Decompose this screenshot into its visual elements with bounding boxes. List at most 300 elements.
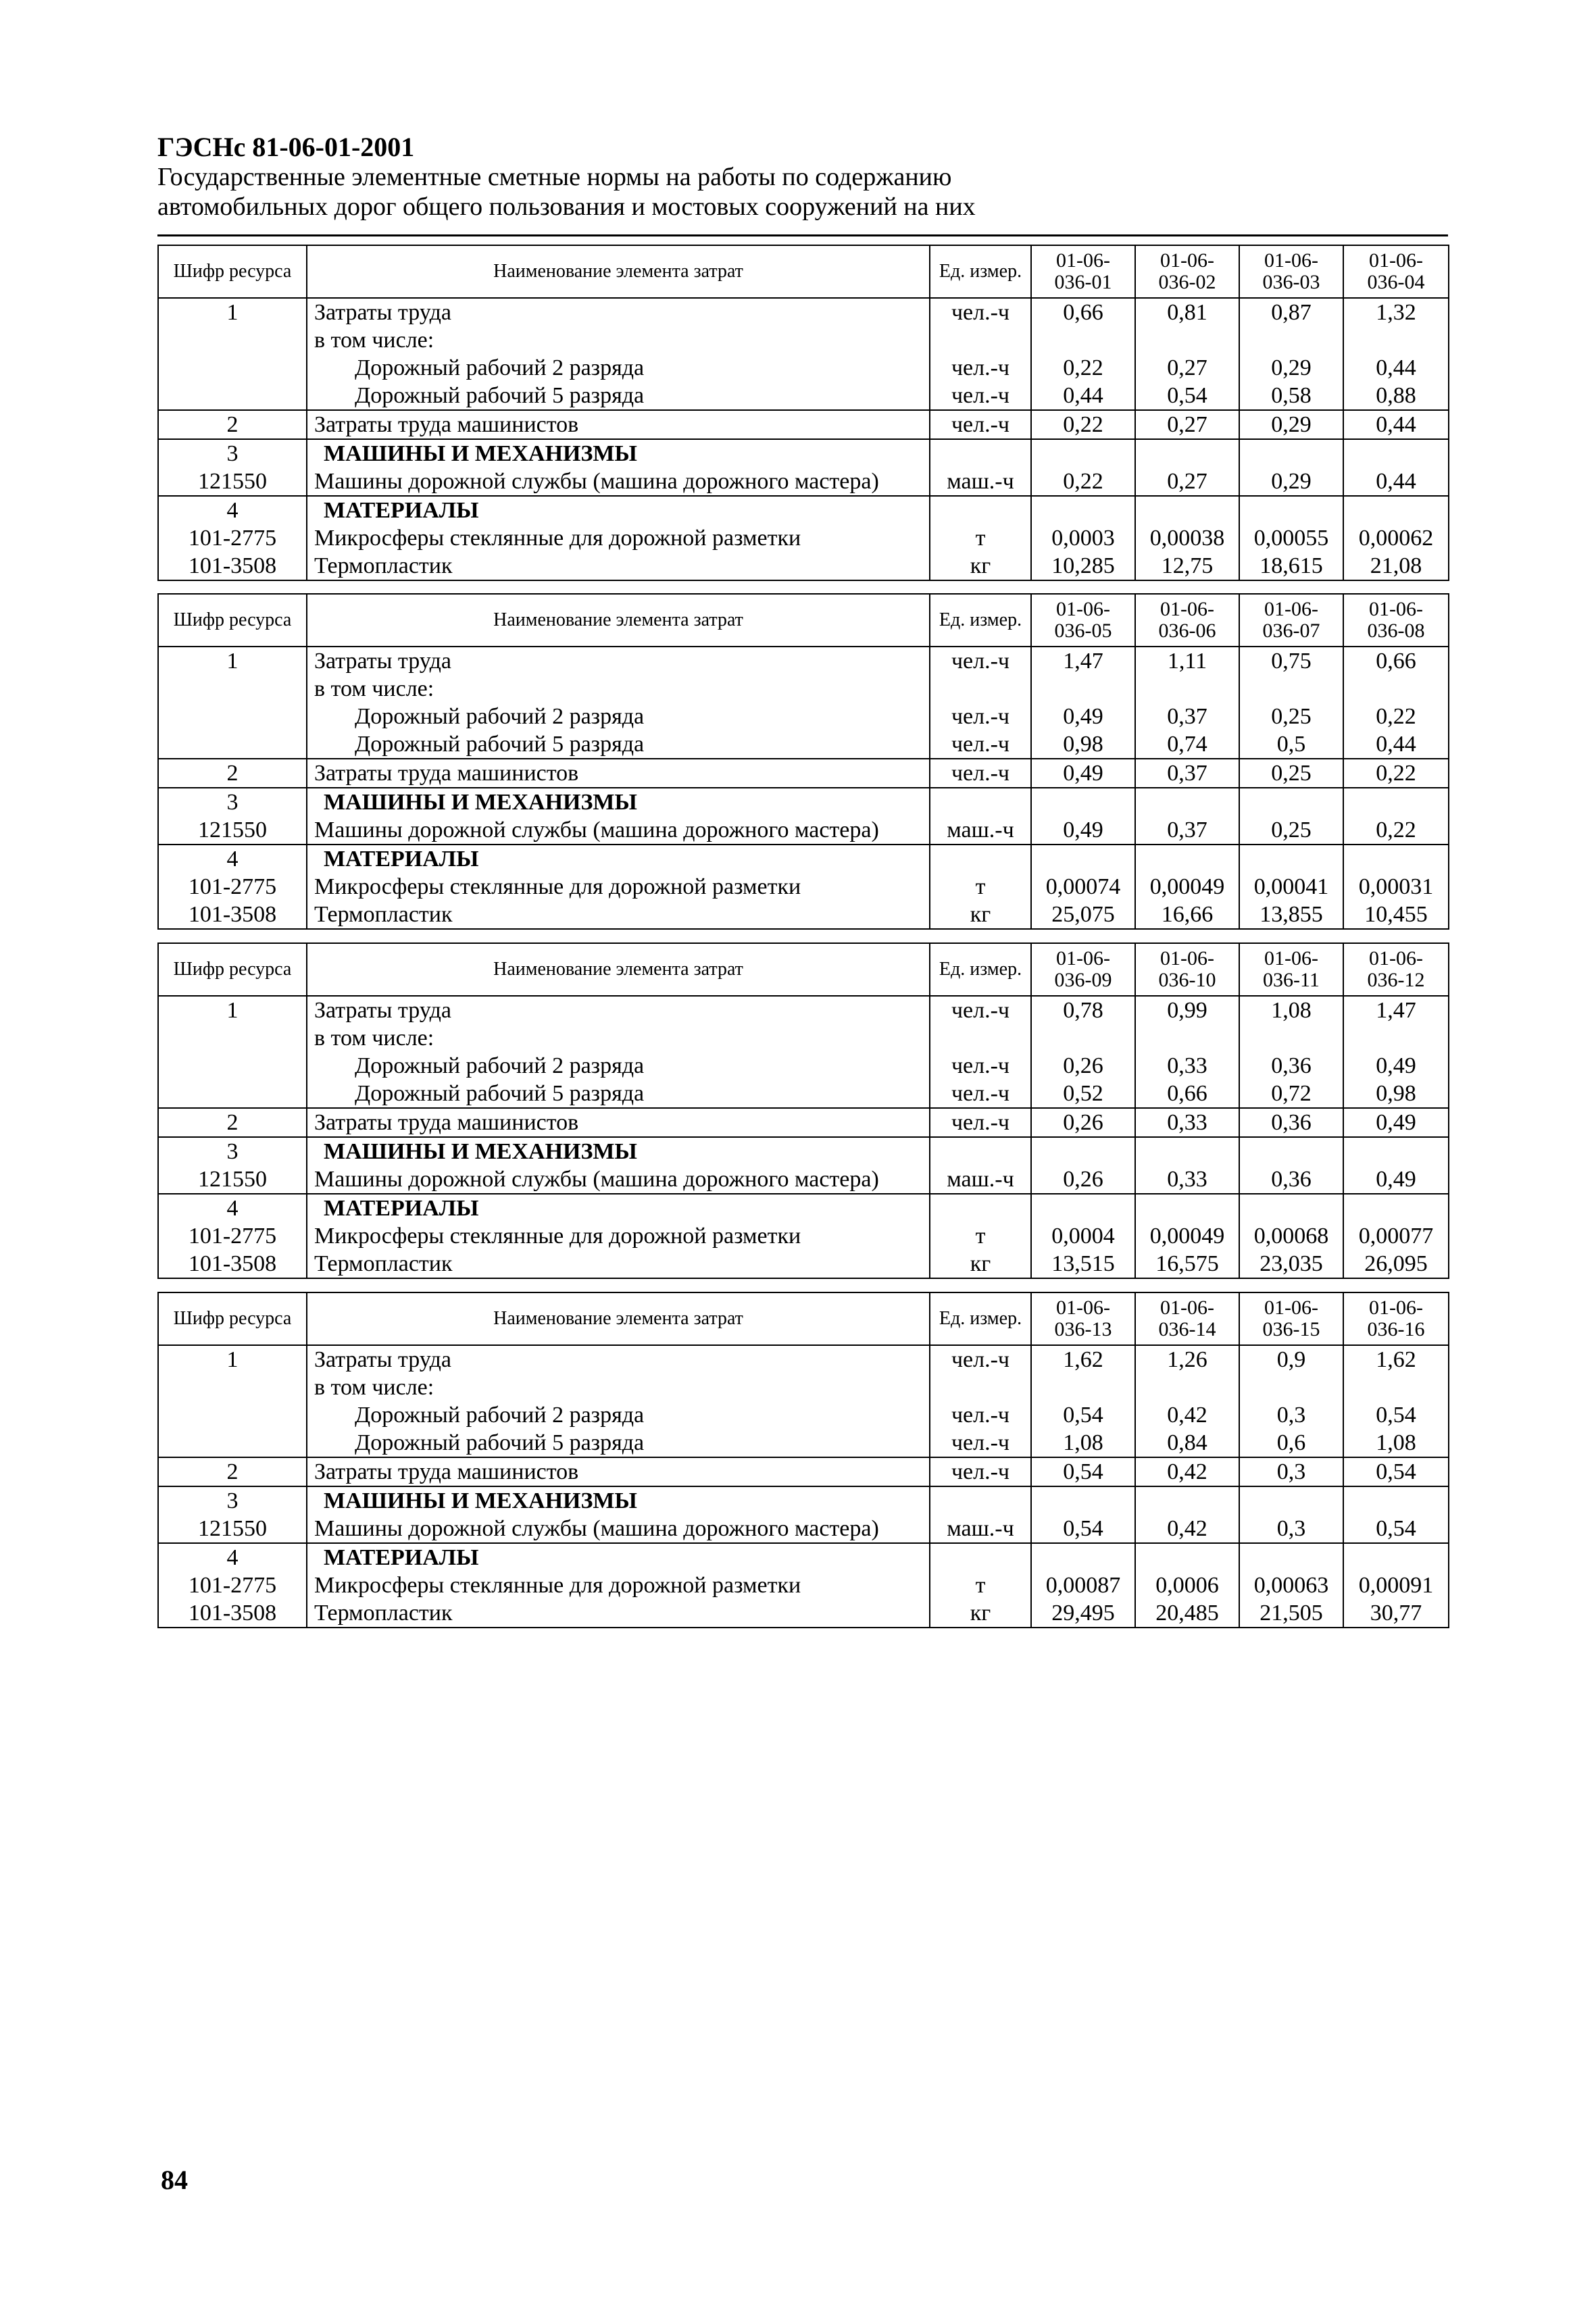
unit: маш.-ч	[930, 468, 1031, 496]
norm-code-part-2: 036-14	[1158, 1318, 1216, 1340]
value-cell: 0,84	[1135, 1429, 1239, 1457]
cost-element-name: Затраты труда	[307, 647, 930, 675]
unit	[930, 1194, 1031, 1222]
value-cell: 16,66	[1135, 901, 1239, 929]
norm-code-part-1: 01-06-	[1369, 947, 1423, 970]
worker-grade-2-row	[158, 354, 1449, 382]
value-cell: 0,00055	[1239, 524, 1343, 552]
cost-element-name: в том числе:	[307, 1024, 930, 1052]
value-cell	[1135, 1137, 1239, 1165]
norm-code-part-2: 036-13	[1054, 1318, 1112, 1340]
unit: чел.-ч	[930, 1108, 1031, 1137]
value-cell: 0,27	[1135, 354, 1239, 382]
header-name: Наименование элемента затрат	[307, 1292, 930, 1345]
value-cell	[1239, 1024, 1343, 1052]
cost-element-name: Микросферы стеклянные для дорожной разметки	[307, 873, 930, 901]
value-cell	[1135, 496, 1239, 524]
value-cell	[1135, 1194, 1239, 1222]
norm-code-3	[1239, 943, 1343, 996]
header-unit: Ед. измер.	[930, 594, 1031, 647]
value-cell: 1,47	[1343, 996, 1449, 1024]
value-cell: 0,5	[1239, 730, 1343, 759]
unit: чел.-ч	[930, 1401, 1031, 1429]
materials-section-row	[158, 496, 1449, 524]
resource-code	[158, 354, 307, 382]
value-cell: 0,72	[1239, 1080, 1343, 1108]
machines-section-row	[158, 788, 1449, 816]
value-cell: 0,26	[1031, 1052, 1135, 1080]
value-cell: 0,42	[1135, 1401, 1239, 1429]
value-cell	[1239, 326, 1343, 354]
value-cell: 0,52	[1031, 1080, 1135, 1108]
microspheres-row	[158, 524, 1449, 552]
value-cell: 0,54	[1343, 1457, 1449, 1486]
value-cell: 0,49	[1031, 703, 1135, 730]
cost-element-name: Затраты труда машинистов	[307, 1457, 930, 1486]
norm-code-part-1: 01-06-	[1160, 1297, 1214, 1319]
value-cell: 0,25	[1239, 759, 1343, 788]
value-cell: 0,99	[1135, 996, 1239, 1024]
value-cell: 0,00077	[1343, 1222, 1449, 1250]
thermoplastic-row	[158, 1599, 1449, 1628]
resource-code: 2	[158, 1457, 307, 1486]
norm-code-2	[1135, 1292, 1239, 1345]
value-cell: 0,26	[1031, 1108, 1135, 1137]
including-row	[158, 1024, 1449, 1052]
value-cell: 0,66	[1031, 298, 1135, 326]
value-cell: 23,035	[1239, 1250, 1343, 1278]
value-cell	[1239, 1194, 1343, 1222]
thermoplastic-row	[158, 1250, 1449, 1278]
machine-row	[158, 1515, 1449, 1543]
doc-title-line-2: автомобильных дорог общего пользования и мостовых сооружений на них	[157, 193, 976, 221]
cost-element-name: Микросферы стеклянные для дорожной разметки	[307, 1571, 930, 1599]
worker-grade-2-row	[158, 1401, 1449, 1429]
resource-code: 101-2775	[158, 524, 307, 552]
value-cell: 0,3	[1239, 1401, 1343, 1429]
norm-table-2	[157, 593, 1449, 930]
resource-code: 2	[158, 1108, 307, 1137]
resource-code: 1	[158, 647, 307, 675]
cost-element-name: МАТЕРИАЛЫ	[307, 496, 930, 524]
resource-code: 4	[158, 845, 307, 873]
norm-code-part-2: 036-15	[1262, 1318, 1320, 1340]
norm-code-part-1: 01-06-	[1056, 249, 1110, 272]
value-cell: 0,0006	[1135, 1571, 1239, 1599]
value-cell: 0,44	[1343, 730, 1449, 759]
cost-element-name: Дорожный рабочий 5 разряда	[307, 382, 930, 410]
value-cell: 0,66	[1135, 1080, 1239, 1108]
header-rule	[157, 234, 1448, 236]
resource-code: 1	[158, 1345, 307, 1374]
header-code: Шифр ресурса	[158, 943, 307, 996]
norm-code-2	[1135, 594, 1239, 647]
value-cell	[1135, 1486, 1239, 1515]
cost-element-name: Затраты труда	[307, 996, 930, 1024]
worker-grade-5-row	[158, 382, 1449, 410]
value-cell: 1,08	[1343, 1429, 1449, 1457]
norm-code-part-2: 036-11	[1263, 969, 1320, 991]
value-cell: 0,29	[1239, 410, 1343, 439]
cost-element-name: Термопластик	[307, 1250, 930, 1278]
resource-code	[158, 1374, 307, 1401]
value-cell: 0,33	[1135, 1108, 1239, 1137]
value-cell	[1135, 1543, 1239, 1571]
machinists-row	[158, 1457, 1449, 1486]
value-cell	[1239, 845, 1343, 873]
worker-grade-2-row	[158, 703, 1449, 730]
value-cell: 0,00041	[1239, 873, 1343, 901]
value-cell	[1031, 788, 1135, 816]
labor-row	[158, 298, 1449, 326]
page-number: 84	[161, 2165, 188, 2195]
value-cell: 0,54	[1031, 1457, 1135, 1486]
norm-code-part-2: 036-02	[1158, 271, 1216, 293]
value-cell	[1343, 1374, 1449, 1401]
norm-code-part-2: 036-01	[1054, 271, 1112, 293]
unit	[930, 675, 1031, 703]
value-cell: 0,0003	[1031, 524, 1135, 552]
value-cell: 0,00049	[1135, 1222, 1239, 1250]
norm-code-4	[1343, 245, 1449, 298]
table-header-row	[158, 943, 1449, 996]
table-header-row	[158, 245, 1449, 298]
value-cell	[1239, 1486, 1343, 1515]
value-cell: 0,44	[1343, 468, 1449, 496]
unit: маш.-ч	[930, 1515, 1031, 1543]
unit: чел.-ч	[930, 354, 1031, 382]
unit: кг	[930, 1250, 1031, 1278]
value-cell: 0,25	[1239, 816, 1343, 845]
value-cell: 0,36	[1239, 1165, 1343, 1194]
labor-row	[158, 996, 1449, 1024]
norm-code-1	[1031, 943, 1135, 996]
value-cell: 1,11	[1135, 647, 1239, 675]
machine-row	[158, 468, 1449, 496]
cost-element-name: Микросферы стеклянные для дорожной разметки	[307, 524, 930, 552]
value-cell: 0,9	[1239, 1345, 1343, 1374]
value-cell	[1239, 1374, 1343, 1401]
value-cell: 0,00087	[1031, 1571, 1135, 1599]
unit: маш.-ч	[930, 1165, 1031, 1194]
norm-table-1	[157, 245, 1449, 581]
norm-code-part-1: 01-06-	[1369, 249, 1423, 272]
unit: чел.-ч	[930, 730, 1031, 759]
header-code: Шифр ресурса	[158, 245, 307, 298]
resource-code	[158, 1429, 307, 1457]
value-cell: 0,29	[1239, 468, 1343, 496]
machines-section-row	[158, 439, 1449, 468]
value-cell: 30,77	[1343, 1599, 1449, 1628]
resource-code: 101-3508	[158, 1599, 307, 1628]
header-unit: Ед. измер.	[930, 1292, 1031, 1345]
value-cell: 0,00031	[1343, 873, 1449, 901]
cost-element-name: Термопластик	[307, 552, 930, 580]
value-cell: 1,62	[1343, 1345, 1449, 1374]
table-header-row	[158, 594, 1449, 647]
value-cell	[1031, 1137, 1135, 1165]
value-cell: 1,62	[1031, 1345, 1135, 1374]
unit: т	[930, 524, 1031, 552]
resource-code	[158, 675, 307, 703]
norm-code-part-2: 036-07	[1262, 620, 1320, 642]
unit	[930, 496, 1031, 524]
value-cell	[1343, 675, 1449, 703]
cost-element-name: Микросферы стеклянные для дорожной разметки	[307, 1222, 930, 1250]
value-cell	[1239, 675, 1343, 703]
norm-code-part-1: 01-06-	[1160, 947, 1214, 970]
value-cell: 0,3	[1239, 1515, 1343, 1543]
unit	[930, 1137, 1031, 1165]
norm-code-1	[1031, 245, 1135, 298]
norm-code-part-1: 01-06-	[1369, 1297, 1423, 1319]
value-cell	[1343, 845, 1449, 873]
thermoplastic-row	[158, 901, 1449, 929]
value-cell: 0,00074	[1031, 873, 1135, 901]
norm-code-part-1: 01-06-	[1264, 598, 1318, 620]
value-cell	[1343, 1194, 1449, 1222]
header-name: Наименование элемента затрат	[307, 245, 930, 298]
norm-code-part-2: 036-09	[1054, 969, 1112, 991]
unit: кг	[930, 1599, 1031, 1628]
value-cell	[1031, 326, 1135, 354]
value-cell: 0,44	[1343, 410, 1449, 439]
norm-table-3	[157, 942, 1449, 1279]
norm-code-part-1: 01-06-	[1160, 249, 1214, 272]
resource-code	[158, 1080, 307, 1108]
value-cell: 10,285	[1031, 552, 1135, 580]
value-cell: 0,54	[1031, 1515, 1135, 1543]
resource-code: 3	[158, 439, 307, 468]
unit: кг	[930, 901, 1031, 929]
value-cell: 13,515	[1031, 1250, 1135, 1278]
value-cell: 0,49	[1343, 1165, 1449, 1194]
cost-element-name: Дорожный рабочий 5 разряда	[307, 730, 930, 759]
thermoplastic-row	[158, 552, 1449, 580]
machines-section-row	[158, 1137, 1449, 1165]
value-cell	[1239, 496, 1343, 524]
value-cell	[1031, 1374, 1135, 1401]
value-cell: 1,08	[1239, 996, 1343, 1024]
cost-element-name: Дорожный рабочий 5 разряда	[307, 1429, 930, 1457]
header-code: Шифр ресурса	[158, 594, 307, 647]
worker-grade-2-row	[158, 1052, 1449, 1080]
value-cell: 0,25	[1239, 703, 1343, 730]
resource-code	[158, 703, 307, 730]
value-cell: 0,36	[1239, 1052, 1343, 1080]
value-cell	[1031, 496, 1135, 524]
worker-grade-5-row	[158, 1429, 1449, 1457]
value-cell: 0,33	[1135, 1165, 1239, 1194]
cost-element-name: Машины дорожной службы (машина дорожного мастера)	[307, 816, 930, 845]
cost-element-name: в том числе:	[307, 1374, 930, 1401]
cost-element-name: в том числе:	[307, 326, 930, 354]
value-cell	[1343, 439, 1449, 468]
value-cell	[1343, 1486, 1449, 1515]
machinists-row	[158, 410, 1449, 439]
value-cell	[1343, 1543, 1449, 1571]
norm-code-2	[1135, 943, 1239, 996]
resource-code	[158, 1401, 307, 1429]
machine-row	[158, 1165, 1449, 1194]
resource-code: 101-2775	[158, 1222, 307, 1250]
resource-code: 1	[158, 298, 307, 326]
cost-element-name: Дорожный рабочий 2 разряда	[307, 703, 930, 730]
unit	[930, 845, 1031, 873]
value-cell: 0,26	[1031, 1165, 1135, 1194]
value-cell	[1239, 439, 1343, 468]
value-cell: 0,22	[1343, 816, 1449, 845]
unit: т	[930, 1222, 1031, 1250]
unit	[930, 439, 1031, 468]
value-cell	[1031, 1543, 1135, 1571]
including-row	[158, 1374, 1449, 1401]
materials-section-row	[158, 845, 1449, 873]
worker-grade-5-row	[158, 1080, 1449, 1108]
value-cell: 0,49	[1343, 1052, 1449, 1080]
header-unit: Ед. измер.	[930, 943, 1031, 996]
norm-code-4	[1343, 943, 1449, 996]
labor-row	[158, 647, 1449, 675]
norm-code-3	[1239, 245, 1343, 298]
cost-element-name: Затраты труда машинистов	[307, 410, 930, 439]
header-name: Наименование элемента затрат	[307, 594, 930, 647]
norm-code-2	[1135, 245, 1239, 298]
norm-code-1	[1031, 1292, 1135, 1345]
unit	[930, 788, 1031, 816]
norm-code-part-2: 036-05	[1054, 620, 1112, 642]
value-cell	[1239, 1543, 1343, 1571]
value-cell: 1,08	[1031, 1429, 1135, 1457]
value-cell: 0,54	[1031, 1401, 1135, 1429]
norm-code-part-1: 01-06-	[1056, 947, 1110, 970]
value-cell: 0,49	[1343, 1108, 1449, 1137]
value-cell: 26,095	[1343, 1250, 1449, 1278]
value-cell: 0,00063	[1239, 1571, 1343, 1599]
norm-code-part-1: 01-06-	[1056, 1297, 1110, 1319]
materials-section-row	[158, 1194, 1449, 1222]
value-cell	[1343, 1024, 1449, 1052]
resource-code: 101-3508	[158, 1250, 307, 1278]
resource-code	[158, 382, 307, 410]
cost-element-name: МАШИНЫ И МЕХАНИЗМЫ	[307, 1486, 930, 1515]
resource-code	[158, 326, 307, 354]
resource-code: 101-3508	[158, 552, 307, 580]
materials-section-row	[158, 1543, 1449, 1571]
value-cell: 0,74	[1135, 730, 1239, 759]
cost-element-name: МАТЕРИАЛЫ	[307, 845, 930, 873]
value-cell: 1,32	[1343, 298, 1449, 326]
value-cell: 0,44	[1343, 354, 1449, 382]
header-name: Наименование элемента затрат	[307, 943, 930, 996]
cost-element-name: Машины дорожной службы (машина дорожного мастера)	[307, 1515, 930, 1543]
value-cell: 0,37	[1135, 703, 1239, 730]
value-cell: 0,81	[1135, 298, 1239, 326]
cost-element-name: МАШИНЫ И МЕХАНИЗМЫ	[307, 788, 930, 816]
norm-code-part-1: 01-06-	[1056, 598, 1110, 620]
value-cell: 0,98	[1343, 1080, 1449, 1108]
value-cell: 0,49	[1031, 816, 1135, 845]
value-cell: 0,58	[1239, 382, 1343, 410]
norm-code-part-2: 036-12	[1367, 969, 1425, 991]
unit: кг	[930, 552, 1031, 580]
unit: чел.-ч	[930, 382, 1031, 410]
resource-code: 3	[158, 788, 307, 816]
value-cell: 0,22	[1031, 410, 1135, 439]
cost-element-name: Затраты труда машинистов	[307, 1108, 930, 1137]
norm-code-part-2: 036-03	[1262, 271, 1320, 293]
resource-code: 3	[158, 1486, 307, 1515]
value-cell	[1135, 675, 1239, 703]
value-cell: 0,00091	[1343, 1571, 1449, 1599]
unit: чел.-ч	[930, 1080, 1031, 1108]
value-cell: 0,87	[1239, 298, 1343, 326]
value-cell: 0,37	[1135, 816, 1239, 845]
value-cell	[1031, 1194, 1135, 1222]
value-cell: 0,37	[1135, 759, 1239, 788]
including-row	[158, 326, 1449, 354]
unit	[930, 1024, 1031, 1052]
resource-code: 1	[158, 996, 307, 1024]
unit: маш.-ч	[930, 816, 1031, 845]
norm-code-3	[1239, 1292, 1343, 1345]
including-row	[158, 675, 1449, 703]
resource-code: 4	[158, 496, 307, 524]
value-cell	[1343, 788, 1449, 816]
value-cell: 1,26	[1135, 1345, 1239, 1374]
value-cell: 0,54	[1343, 1515, 1449, 1543]
cost-element-name: МАШИНЫ И МЕХАНИЗМЫ	[307, 439, 930, 468]
machinists-row	[158, 759, 1449, 788]
labor-row	[158, 1345, 1449, 1374]
norm-code-part-2: 036-16	[1367, 1318, 1425, 1340]
value-cell: 0,22	[1343, 759, 1449, 788]
resource-code: 4	[158, 1194, 307, 1222]
unit	[930, 1374, 1031, 1401]
value-cell	[1135, 439, 1239, 468]
value-cell	[1239, 788, 1343, 816]
norm-code-part-2: 036-10	[1158, 969, 1216, 991]
cost-element-name: Машины дорожной службы (машина дорожного мастера)	[307, 468, 930, 496]
machinists-row	[158, 1108, 1449, 1137]
cost-element-name: в том числе:	[307, 675, 930, 703]
value-cell	[1135, 326, 1239, 354]
microspheres-row	[158, 873, 1449, 901]
machine-row	[158, 816, 1449, 845]
value-cell	[1343, 326, 1449, 354]
norm-table-4	[157, 1292, 1449, 1628]
resource-code	[158, 1024, 307, 1052]
norm-code-part-1: 01-06-	[1369, 598, 1423, 620]
value-cell: 0,00038	[1135, 524, 1239, 552]
value-cell: 13,855	[1239, 901, 1343, 929]
norm-code-1	[1031, 594, 1135, 647]
value-cell	[1135, 1374, 1239, 1401]
value-cell: 0,6	[1239, 1429, 1343, 1457]
norm-code-part-1: 01-06-	[1264, 249, 1318, 272]
resource-code: 101-2775	[158, 1571, 307, 1599]
unit: т	[930, 873, 1031, 901]
worker-grade-5-row	[158, 730, 1449, 759]
value-cell: 0,78	[1031, 996, 1135, 1024]
norm-code-part-2: 036-08	[1367, 620, 1425, 642]
cost-element-name: Затраты труда	[307, 298, 930, 326]
machines-section-row	[158, 1486, 1449, 1515]
resource-code: 121550	[158, 816, 307, 845]
resource-code: 101-2775	[158, 873, 307, 901]
value-cell	[1031, 1486, 1135, 1515]
value-cell: 0,42	[1135, 1515, 1239, 1543]
